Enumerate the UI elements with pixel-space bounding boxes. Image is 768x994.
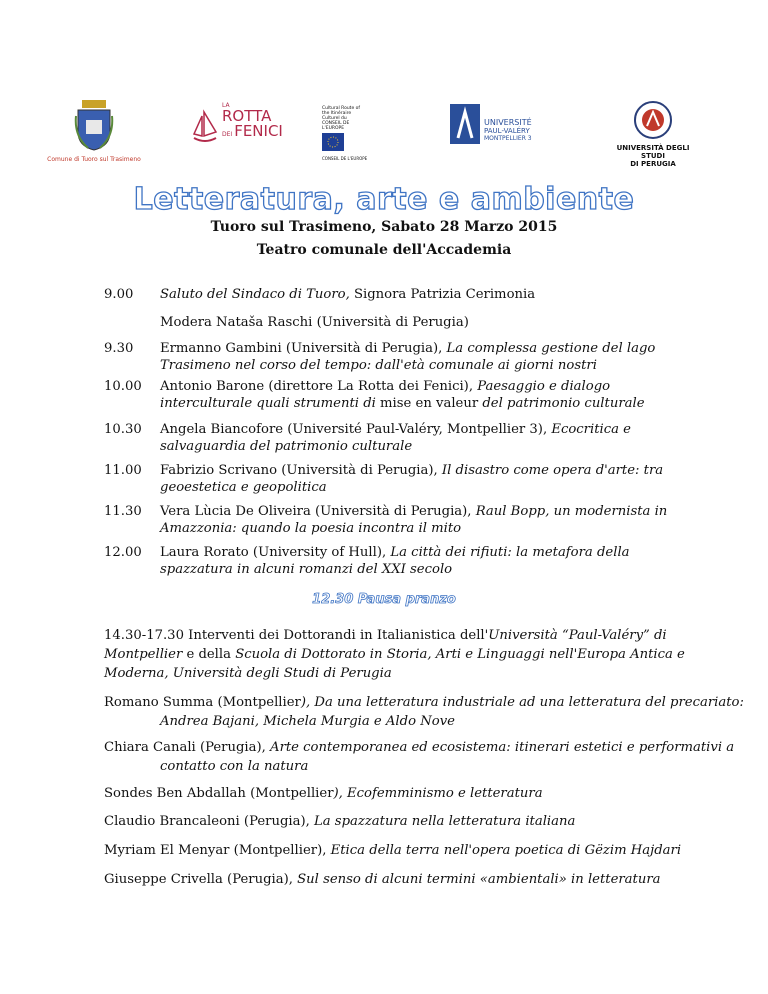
program-time: 10.00 xyxy=(104,379,142,394)
coe-text: Cultural Route of the Itinéraire Culturel du CONSEIL DE L'EUROPE xyxy=(322,106,360,131)
program-item xyxy=(104,503,684,537)
program-title: Ecocritica e salvaguardia del patrimonio culturale xyxy=(160,422,631,454)
talk-title: Arte contemporanea ed ecosistema: itinerari estetici e performativi a contatto con la natura xyxy=(160,740,735,774)
logo-bar xyxy=(0,96,768,176)
universita-perugia-logo xyxy=(608,100,698,168)
event-venue: Teatro comunale dell'Accademia xyxy=(256,242,512,258)
program-speaker: Ermanno Gambini (Università di Perugia), xyxy=(160,341,447,356)
talk-speaker: Chiara Canali (Perugia), xyxy=(104,740,271,755)
talk-item xyxy=(104,841,752,860)
rotta-word: ROTTA xyxy=(222,107,272,125)
program-speaker: Antonio Barone (direttore La Rotta dei Fenici), xyxy=(160,379,478,394)
program-item xyxy=(104,340,684,374)
council-of-europe-logo xyxy=(322,106,382,162)
talk-speaker: Claudio Brancaleoni (Perugia), xyxy=(104,814,314,829)
talk-item xyxy=(104,812,752,831)
event-date-place: Tuoro sul Trasimeno, Sabato 28 Marzo 2015 xyxy=(210,219,558,235)
program-item xyxy=(104,462,684,496)
coat-of-arms-icon xyxy=(74,96,114,152)
program-speaker: Angela Biancofore (Université Paul-Valéry, Montpellier 3), xyxy=(160,422,552,437)
tuoro-caption: Comune di Tuoro sul Trasimeno xyxy=(47,156,141,163)
program-title: Paesaggio e dialogo interculturale quali strumenti di xyxy=(160,379,611,411)
program-title: Il disastro come opera d'arte: tra geoestetica e geopolitica xyxy=(160,463,664,495)
program-item xyxy=(104,286,684,303)
afternoon-text-2: e della xyxy=(182,647,236,662)
talk-item xyxy=(104,784,752,803)
unipg-line1: UNIVERSITÀ DEGLI STUDI xyxy=(616,144,690,160)
afternoon-text-1: Interventi dei Dottorandi in Italianistica dell' xyxy=(183,628,489,643)
talk-title: Etica della terra nell'opera poetica di Gëzim Hajdari xyxy=(330,843,682,858)
program-time: 12.00 xyxy=(104,545,142,560)
upv-a-icon xyxy=(450,104,480,144)
talk-speaker: Romano Summa (Montpellier xyxy=(104,695,301,710)
program-speaker: Vera Lùcia De Oliveira (Università di Perugia), xyxy=(160,504,476,519)
talk-title: Sul senso di alcuni termini «ambientali» in letteratura xyxy=(297,872,661,887)
afternoon-italic-2: Scuola di Dottorato in Storia, Arti e Linguaggi nell'Europa Antica e Moderna, Università degli Studi di Perugia xyxy=(104,647,685,681)
program-item xyxy=(104,378,684,412)
unipg-seal-icon xyxy=(633,100,673,140)
talk-item xyxy=(104,870,752,889)
coe-bottom: CONSEIL DE L'EUROPE xyxy=(322,156,368,161)
upv-line3: MONTPELLIER 3 xyxy=(484,135,532,142)
rotta-fenici: FENICI xyxy=(234,122,283,140)
program-item xyxy=(104,544,684,578)
program-speaker: Laura Rorato (University of Hull), xyxy=(160,545,391,560)
moderator-text: Modera Nataša Raschi (Università di Perugia) xyxy=(160,315,469,330)
rotta-la: LA xyxy=(222,102,230,109)
program-item xyxy=(104,421,684,455)
afternoon-time: 14.30-17.30 xyxy=(104,628,184,643)
program-speaker: Fabrizio Scrivano (Università di Perugia), xyxy=(160,463,442,478)
eu-flag-icon xyxy=(322,133,344,151)
program-time: 11.00 xyxy=(104,463,142,478)
talk-title: ), Ecofemminismo e letteratura xyxy=(333,786,543,801)
talk-title: ), Da una letteratura industriale ad una letteratura del precariato: Andrea Bajani, Michela Murgia e Aldo Nove xyxy=(160,695,744,729)
program-time: 9.00 xyxy=(104,287,134,302)
program-time: 9.30 xyxy=(104,341,134,356)
talk-speaker: Giuseppe Crivella (Perugia), xyxy=(104,872,298,887)
program-title-roman: mise en valeur xyxy=(375,396,483,411)
lunch-break-heading: 12.30 Pausa pranzo xyxy=(312,592,456,607)
program-title: Raul Bopp, un modernista in Amazzonia: quando la poesia incontra il mito xyxy=(160,504,668,536)
ship-icon xyxy=(190,108,220,148)
afternoon-intro xyxy=(104,626,696,683)
program-speaker: Signora Patrizia Cerimonia xyxy=(349,287,536,302)
program-time: 11.30 xyxy=(104,504,142,519)
tuoro-coat-of-arms-logo xyxy=(44,96,144,163)
page-title: Letteratura, arte e ambiente xyxy=(133,182,635,217)
talk-speaker: Sondes Ben Abdallah (Montpellier xyxy=(104,786,334,801)
program-time: 10.30 xyxy=(104,422,142,437)
talk-item xyxy=(104,693,752,731)
program-title: La città dei rifiuti: la metafora della spazzatura in alcuni romanzi del XXI secolo xyxy=(160,545,630,577)
unipg-line2: DI PERUGIA xyxy=(630,160,676,168)
rotta-dei: DEI xyxy=(222,131,233,138)
upv-line1: UNIVERSITÉ xyxy=(484,118,532,127)
afternoon-italic-1: Università “Paul-Valéry” di Montpellier xyxy=(104,628,667,662)
talk-title: La spazzatura nella letteratura italiana xyxy=(314,814,576,829)
program-title: La complessa gestione del lago Trasimeno nel corso del tempo: dall'età comunale ai giorni nostri xyxy=(160,341,656,373)
program-title: Saluto del Sindaco di Tuoro, xyxy=(160,287,350,302)
upv-line2: PAUL-VALÉRY xyxy=(484,127,530,135)
program-moderator xyxy=(104,314,684,331)
talk-item xyxy=(104,738,752,776)
program-title-end: del patrimonio culturale xyxy=(482,396,645,411)
talk-speaker: Myriam El Menyar (Montpellier), xyxy=(104,843,331,858)
